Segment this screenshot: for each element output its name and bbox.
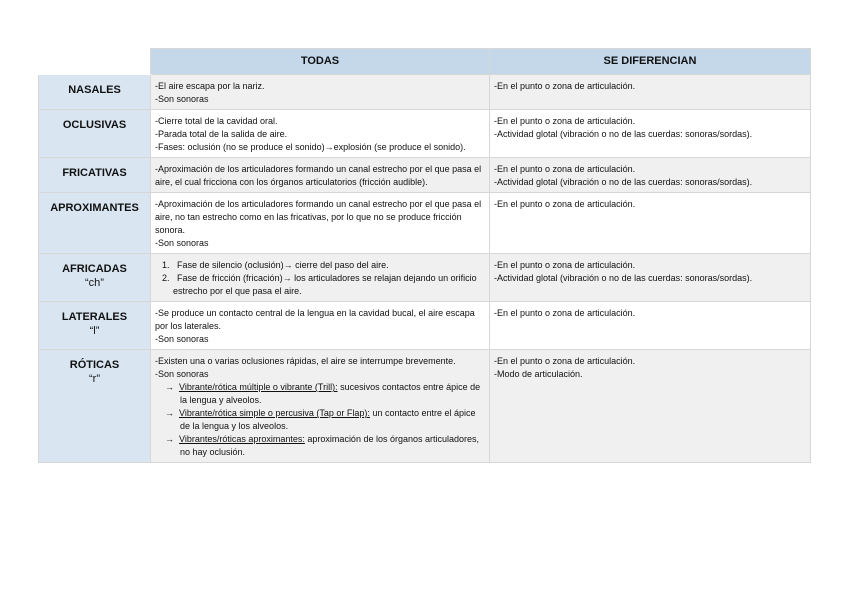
todas-cell [151,75,490,110]
header-se-diferencian: SE DIFERENCIAN [490,49,811,75]
cell-line: -Son sonoras [155,238,209,248]
arrow-icon: → [165,434,174,444]
item-term: Vibrante/rótica simple o percusiva (Tap or Flap): [179,408,370,418]
cell-line: -En el punto o zona de articulación. [494,199,636,209]
header-row [39,49,811,75]
cell-line: -Son sonoras [155,334,209,344]
todas-cell [151,110,490,158]
numbered-item [155,259,485,272]
row-label: APROXIMANTES [39,193,151,254]
item-text: Fase de fricción (fricación)→ los articuladores se relajan dejando un orificio estrecho por el que pasa el aire. [173,273,477,296]
cell-line: -Fases: oclusión (no se produce el sonido)→explosión (se produce el sonido). [155,142,466,152]
row-label: NASALES [39,75,151,110]
item-text: un contacto entre el ápice de la lengua y los alveolos. [180,408,476,431]
row-label-text: RÓTICAS [69,359,120,371]
cell-line: -Actividad glotal (vibración o no de las cuerdas: sonoras/sordas). [494,273,753,283]
cell-line: -Actividad glotal (vibración o no de las cuerdas: sonoras/sordas). [494,177,753,187]
cell-line: -En el punto o zona de articulación. [494,116,636,126]
arrow-item [155,407,485,433]
todas-cell [151,193,490,254]
diferencian-cell [490,75,811,110]
row-label [39,302,151,350]
row-label: FRICATIVAS [39,158,151,193]
arrow-item [155,433,485,459]
cell-line: -En el punto o zona de articulación. [494,164,636,174]
header-corner [39,49,151,75]
todas-cell [151,158,490,193]
arrow-item [155,381,485,407]
todas-cell [151,302,490,350]
cell-line: -Se produce un contacto central de la lengua en la cavidad bucal, el aire escapa por los laterales. [155,308,475,331]
diferencian-cell [490,158,811,193]
diferencian-cell [490,254,811,302]
table-row-oclusivas [39,110,811,158]
cell-line: -Existen una o varias oclusiones rápidas, el aire se interrumpe brevemente. [155,356,456,366]
item-term: Vibrantes/róticas aproximantes: [179,434,305,444]
diferencian-cell [490,110,811,158]
cell-line: -Modo de articulación. [494,369,583,379]
cell-line: -Son sonoras [155,94,209,104]
item-text: Fase de silencio (oclusión)→ cierre del paso del aire. [177,260,389,270]
diferencian-cell [490,302,811,350]
cell-line: -Aproximación de los articuladores formando un canal estrecho por el que pasa el aire, no tan estrecho como en las fricativas, por lo que no se produce fricción sonora. [155,199,482,235]
arrow-icon: → [165,408,174,418]
row-label-example: “ch” [85,277,104,289]
cell-line: -Cierre total de la cavidad oral. [155,116,278,126]
cell-line: -En el punto o zona de articulación. [494,308,636,318]
item-term: Vibrante/rótica múltiple o vibrante (Trill): [179,382,338,392]
cell-line: -Son sonoras [155,369,209,379]
row-label-example: “r” [89,373,100,385]
item-text: sucesivos contactos entre ápice de la lengua y alveolos. [180,382,481,405]
row-label: OCLUSIVAS [39,110,151,158]
diferencian-cell [490,193,811,254]
diferencian-cell [490,350,811,463]
cell-line: -Parada total de la salida de aire. [155,129,288,139]
arrow-icon: → [165,382,174,392]
header-todas: TODAS [151,49,490,75]
todas-cell [151,350,490,463]
todas-cell [151,254,490,302]
cell-line: -En el punto o zona de articulación. [494,81,636,91]
item-number: 1. [162,260,170,270]
cell-line: -En el punto o zona de articulación. [494,356,636,366]
row-label-text: AFRICADAS [62,263,127,275]
row-label-text: LATERALES [61,311,128,323]
cell-line: -Aproximación de los articuladores formando un canal estrecho por el que pasa el aire, el cual fricciona con los órganos articulatorios (fricción audible). [155,164,482,187]
row-label-example: “l” [89,325,100,337]
table-row-africadas [39,254,811,302]
item-text: aproximación de los órganos articuladores, no hay oclusión. [180,434,480,457]
table-row-aproximantes [39,193,811,254]
row-label [39,350,151,463]
cell-line: -Actividad glotal (vibración o no de las cuerdas: sonoras/sordas). [494,129,753,139]
row-label [39,254,151,302]
item-number: 2. [162,273,170,283]
phonetics-table [38,48,811,463]
table-row-fricativas [39,158,811,193]
table-row-roticas [39,350,811,463]
table-row-laterales [39,302,811,350]
cell-line: -El aire escapa por la nariz. [155,81,265,91]
table-row-nasales [39,75,811,110]
numbered-item [155,272,485,298]
cell-line: -En el punto o zona de articulación. [494,260,636,270]
